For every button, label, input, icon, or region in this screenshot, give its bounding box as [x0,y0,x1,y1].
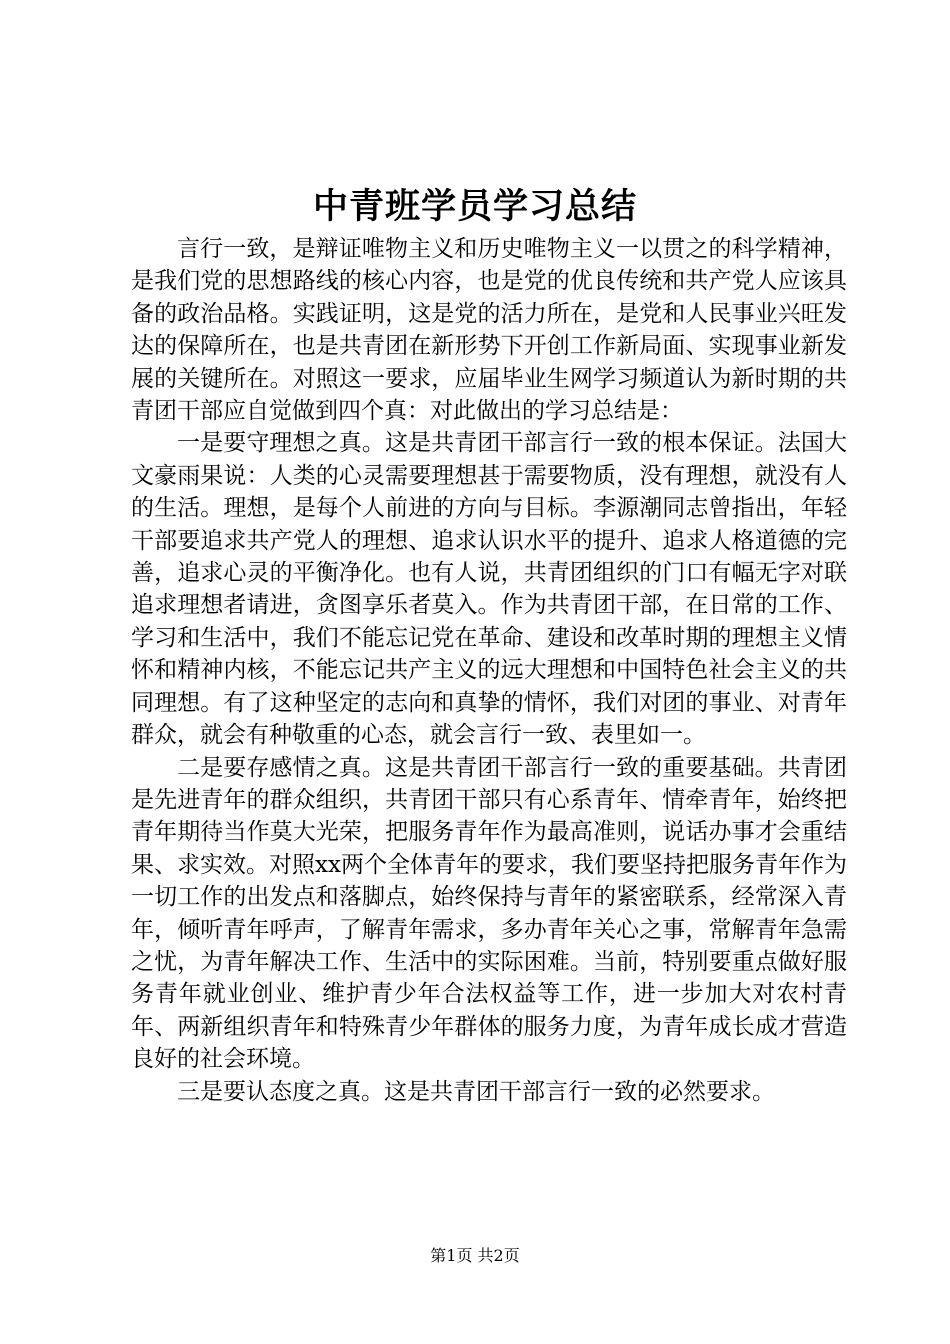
paragraph-attitude: 三是要认态度之真。这是共青团干部言行一致的必然要求。 [177,1078,775,1105]
document-body [131,233,847,1108]
page-number-footer: 第1页 共2页 [430,1246,520,1265]
document-title: 中青班学员学习总结 [312,186,637,227]
paragraph-emotion: 二是要存感情之真。这是共青团干部言行一致的重要基础。共青团是先进青年的群众组织，共青团干部只有心系青年、情牵青年，始终把青年期待当作莫大光荣，把服务青年作为最高准则，说话办事才会重结果、求实效。对照xx两个全体青年的要求，我们要坚持把服务青年作为一切工作的出发点和落脚点，始终保持与青年的紧密联系，经常深入青年，倾听青年呼声，了解青年需求，多办青年关心之事，常解青年急需之忧，为青年解决工作、生活中的实际困难。当前，特别要重点做好服务青年就业创业、维护青少年合法权益等工作，进一步加大对农村青年、两新组织青年和特殊青少年群体的服务力度，为青年成长成才营造良好的社会环境。 [131,754,847,1073]
paragraph-ideal: 一是要守理想之真。这是共青团干部言行一致的根本保证。法国大文豪雨果说：人类的心灵需要理想甚于需要物质，没有理想，就没有人的生活。理想，是每个人前进的方向与目标。李源潮同志曾指出，年轻干部要追求共产党人的理想、追求认识水平的提升、追求人格道德的完善，追求心灵的平衡净化。也有人说，共青团组织的门口有幅无字对联追求理想者请进，贪图享乐者莫入。作为共青团干部，在日常的工作、学习和生活中，我们不能忘记党在革命、建设和改革时期的理想主义情怀和精神内核，不能忘记共产主义的远大理想和中国特色社会主义的共同理想。有了这种坚定的志向和真挚的情怀，我们对团的事业、对青年群众，就会有种敬重的心态，就会言行一致、表里如一。 [131,430,847,749]
paragraph-intro: 言行一致，是辩证唯物主义和历史唯物主义一以贯之的科学精神，是我们党的思想路线的核心内容，也是党的优良传统和共产党人应该具备的政治品格。实践证明，这是党的活力所在，是党和人民事业兴旺发达的保障所在，也是共青团在新形势下开创工作新局面、实现事业新发展的关键所在。对照这一要求，应届毕业生网学习频道认为新时期的共青团干部应自觉做到四个真：对此做出的学习总结是： [131,236,847,425]
